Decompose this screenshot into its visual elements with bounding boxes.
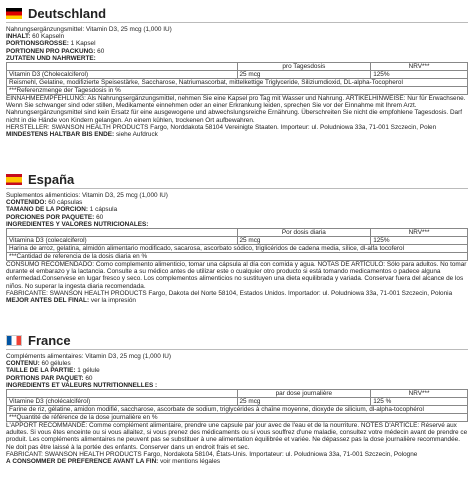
nrv-column-header: NRV*** <box>371 63 468 71</box>
best-before-line: À CONSOMMER DE PRÉFÉRENCE AVANT LA FIN: voir mentions légales <box>6 458 221 466</box>
ingredients-row <box>7 245 468 253</box>
nutrient-amount: 25 mcg <box>237 71 371 79</box>
manufacturer-text: HERSTELLER: SWANSON HEALTH PRODUCTS Fargo, Norddakota 58104 Vereinigte Staaten. Importeur: ul. Poludniowa 33a, 71-001 Szczecin, Polen <box>6 123 437 131</box>
product-line: Compléments alimentaires: Vitamin D3, 25 mcg (1,000 IU) <box>6 353 172 360</box>
usage-notes: CONSUMO RECOMENDADO: Como complemento alimenticio, tomar una cápsula al día con comida y agua. NOTAS DE ARTÍCULO: Sólo para adultos. No tomar durante el embarazo y la lactancia. Consulte a su médico antes de utilizar este o cualquier otro producto si está tomando medicamentos o padece alguna enfermedad.Conservese en lugar fresco y seco. Los complementos alimenticios no sustituyen una dieta equilibrada y variada. Conservar fuera del alcance de los niños. No superar la ingesta diaria recomendada. <box>6 261 467 290</box>
usage-notes: EINNAHMEEMPFEHLUNG: Als Nahrungsergänzungsmittel, nehmen Sie eine Kapsel pro Tag mit Wasser und Nahrung. ARTIKELHINWEISE: Nur für Erwachsene. Wenn Sie schwanger sind oder stillen, Medikamente einnehmen oder an einer Erkrankung leiden, sprechen Sie vor der Einnahme mit Ihrem Arzt. Nahrungsergänzungsmittel sind kein Ersatz für eine ausgewogene und abwechslungsreiche Ernährung. Überschreiten Sie nicht die empfohlene Tagesdosis. Darf nicht in die Hände von Kindern gelangen. An einem kühlen, trockenen Ort aufbewahren. <box>6 95 466 124</box>
nutrient-name: Vitamine D3 (cholécalciférol) <box>7 398 238 406</box>
ingredients-text: Reismehl, Gelatine, modifizierte Speisestärke, Saccharose, Natriumascorbat, mittelkettige Triglyceride, Siliziumdioxid, DL-alpha-Tocopherol <box>7 79 468 87</box>
spain-flag-icon <box>6 174 22 185</box>
nutrition-table <box>6 228 468 261</box>
country-title: France <box>28 332 71 348</box>
ingredients-text: Harina de arroz, gelatina, almidón alimentario modificado, sacarosa, ascorbato sódico, triglicéridos de cadena media, sílice, dl-alfa tocoferol <box>7 245 468 253</box>
nutrition-table <box>6 389 468 422</box>
portions-per-pack-line: PORCIONES POR PAQUETE: 60 <box>6 213 104 221</box>
country-title: España <box>28 171 75 187</box>
section-germany <box>6 4 468 138</box>
portions-per-pack-line: PORTIONEN PRO PACKUNG: 60 <box>6 47 105 55</box>
reference-row <box>7 414 468 422</box>
nutrient-amount: 25 mcg <box>237 237 371 245</box>
ingredients-text: Farine de riz, gélatine, amidon modifié, saccharose, ascorbate de sodium, triglycérides à chaîne moyenne, dioxyde de silicium, dl-alpha-tocophérol <box>7 406 468 414</box>
nutrient-nrv: 125% <box>371 237 468 245</box>
portion-line: TAILLE DE LA PARTIE: 1 gélule <box>6 367 100 375</box>
reference-row <box>7 87 468 95</box>
nutrition-heading: INGREDIENTES Y VALORES NUTRICIONALES: <box>6 220 149 228</box>
table-row <box>7 398 468 406</box>
table-header-row <box>7 390 468 398</box>
section-spain <box>6 170 468 304</box>
product-line: Suplementos alimenticios: Vitamin D3, 25 mcg (1,000 IU) <box>6 192 168 199</box>
dose-column-header: Por dosis diaria <box>237 229 371 237</box>
reference-text: ***Cantidad de referencia de la dosis diaria en % <box>7 253 468 261</box>
best-before-line: MINDESTENS HALTBAR BIS ENDE: siehe Aufdruck <box>6 131 158 139</box>
nutrient-nrv: 125 % <box>371 398 468 406</box>
nutrition-table <box>6 62 468 95</box>
ingredients-row <box>7 79 468 87</box>
content-line: INHALT: 60 Kapseln <box>6 33 65 41</box>
product-line: Nahrungsergänzungsmittel: Vitamin D3, 25 mcg (1,000 IU) <box>6 26 172 33</box>
nrv-column-header: NRV*** <box>371 390 468 398</box>
best-before-line: MEJOR ANTES DEL FINAL: ver la impresión <box>6 297 136 305</box>
section-header <box>6 4 468 23</box>
usage-notes: L'APPORT RECOMMANDÉ: Comme complément alimentaire, prendre une capsule par jour avec de l'eau et de la nourriture. NOTES D'ARTICLE: Réservé aux adultes. Si vous êtes enceinte ou si vous allaitez, si vous prenez des médicaments ou si vous souffrez d'une maladie, consultez votre médecin avant de prendre ce produit. Les compléments alimentaires ne peuvent pas se substituer à une alimentation équilibrée et variée. Ne dépassez pas la dose journalière recommandée. Ne doit pas être laissé à la portée des enfants. Conserver dans un endroit frais et sec. <box>6 422 468 451</box>
reference-text: ***Referenzmenge der Tagesdosis in % <box>7 87 468 95</box>
table-row <box>7 71 468 79</box>
dose-column-header: pro Tagesdosis <box>237 63 371 71</box>
manufacturer-text: FABRICANTE: SWANSON HEALTH PRODUCTS Fargo, Dakota del Norte 58104, Estados Unidos. Importador: ul. Poludniowa 33a, 71-001 Szczecin, Polonia <box>6 289 453 297</box>
section-header <box>6 331 468 350</box>
france-flag-icon <box>6 335 22 346</box>
nutrition-heading: ZUTATEN UND NÄHRWERTE: <box>6 54 96 62</box>
reference-row <box>7 253 468 261</box>
manufacturer-text: FABRICANT: SWANSON HEALTH PRODUCTS Fargo, Nordakota 58104, États-Unis. Importateur: ul. Poludniowa 33a, 71-001 Szczecin, Pologne <box>6 450 418 458</box>
table-row <box>7 237 468 245</box>
nrv-column-header: NRV*** <box>371 229 468 237</box>
reference-text: ***Quantité de référence de la dose journalière en % <box>7 414 468 422</box>
ingredients-row <box>7 406 468 414</box>
country-title: Deutschland <box>28 5 107 21</box>
nutrient-nrv: 125% <box>371 71 468 79</box>
dose-column-header: par dose journalière <box>237 390 371 398</box>
portion-line: PORTIONSGRÖSSE: 1 Kapsel <box>6 40 96 48</box>
section-france <box>6 331 468 465</box>
portions-per-pack-line: PORTIONS PAR PAQUET: 60 <box>6 374 93 382</box>
content-line: CONTENIDO: 60 cápsulas <box>6 199 83 207</box>
nutrient-name: Vitamin D3 (Cholecalciferol) <box>7 71 238 79</box>
nutrient-amount: 25 mcg <box>237 398 371 406</box>
nutrient-name: Vitamina D3 (colecalciferol) <box>7 237 238 245</box>
table-header-row <box>7 63 468 71</box>
nutrition-heading: INGRÉDIENTS ET VALEURS NUTRITIONNELLES : <box>6 381 158 389</box>
content-line: CONTENU: 60 gélules <box>6 360 71 368</box>
table-header-row <box>7 229 468 237</box>
portion-line: TAMAÑO DE LA PORCIÓN: 1 cápsula <box>6 206 118 214</box>
section-header <box>6 170 468 189</box>
germany-flag-icon <box>6 8 22 19</box>
